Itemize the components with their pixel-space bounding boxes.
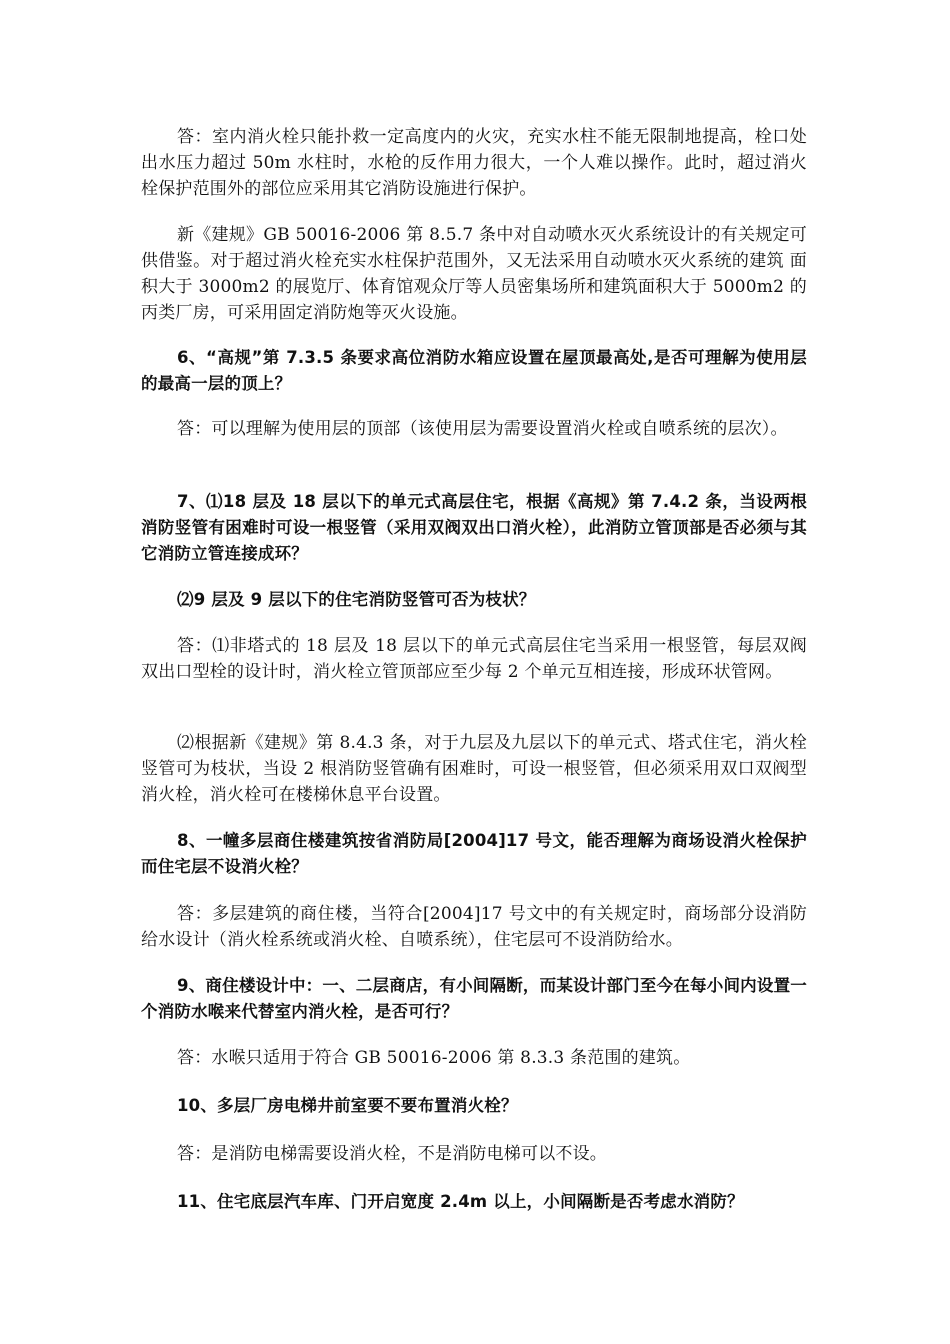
answer-paragraph: 新《建规》GB 50016-2006 第 8.5.7 条中对自动喷水灭火系统设计的有关规定可供借鉴。对于超过消火栓充实水柱保护范围外，又无法采用自动喷水灭火系统的建筑 面积大于 3000m2 的展览厅、体育馆观众厅等人员密集场所和建筑面积大于 5000m2 的丙类厂房，可采用固定消防炮等灭火设施。 bbox=[141, 225, 807, 323]
question-paragraph: 7、⑴18 层及 18 层以下的单元式高层住宅，根据《高规》第 7.4.2 条，当设两根消防竖管有困难时可设一根竖管（采用双阀双出口消火栓），此消防立管顶部是否必须与其它消防立管连接成环？ bbox=[141, 492, 807, 563]
answer-paragraph: 答：⑴非塔式的 18 层及 18 层以下的单元式高层住宅当采用一根竖管，每层双阀双出口型栓的设计时，消火栓立管顶部应至少每 2 个单元互相连接，形成环状管网。 bbox=[141, 636, 807, 682]
question-paragraph: ⑵9 层及 9 层以下的住宅消防竖管可否为枝状？ bbox=[177, 590, 536, 609]
answer-paragraph: 答：可以理解为使用层的顶部（该使用层为需要设置消火栓或自喷系统的层次）。 bbox=[177, 419, 788, 439]
question-paragraph: 6、“高规”第 7.3.5 条要求高位消防水箱应设置在屋顶最高处,是否可理解为使用层的最高一层的顶上？ bbox=[141, 348, 807, 393]
question-paragraph: 9、商住楼设计中：一、二层商店，有小间隔断，而某设计部门至今在每小间内设置一个消防水喉来代替室内消火栓，是否可行？ bbox=[141, 976, 807, 1021]
question-paragraph: 10、多层厂房电梯井前室要不要布置消火栓？ bbox=[177, 1096, 518, 1115]
answer-paragraph: 答：多层建筑的商住楼，当符合[2004]17 号文中的有关规定时，商场部分设消防给水设计（消火栓系统或消火栓、自喷系统），住宅层可不设消防给水。 bbox=[141, 904, 807, 950]
answer-paragraph: 答：水喉只适用于符合 GB 50016-2006 第 8.3.3 条范围的建筑。 bbox=[177, 1048, 691, 1068]
answer-paragraph: 答：室内消火栓只能扑救一定高度内的火灾，充实水柱不能无限制地提高，栓口处出水压力超过 50m 水柱时，水枪的反作用力很大，一个人难以操作。此时，超过消火栓保护范围外的部位应采用其它消防设施进行保护。 bbox=[141, 127, 807, 199]
question-paragraph: 8、一幢多层商住楼建筑按省消防局[2004]17 号文，能否理解为商场设消火栓保护而住宅层不设消火栓？ bbox=[141, 831, 807, 876]
answer-paragraph: 答：是消防电梯需要设消火栓，不是消防电梯可以不设。 bbox=[177, 1144, 607, 1164]
answer-paragraph: ⑵根据新《建规》第 8.4.3 条，对于九层及九层以下的单元式、塔式住宅，消火栓竖管可为枝状，当设 2 根消防竖管确有困难时，可设一根竖管，但必须采用双口双阀型消火栓，消火栓可在楼梯休息平台设置。 bbox=[141, 733, 807, 805]
question-paragraph: 11、住宅底层汽车库、门开启宽度 2.4m 以上，小间隔断是否考虑水消防？ bbox=[177, 1192, 744, 1211]
